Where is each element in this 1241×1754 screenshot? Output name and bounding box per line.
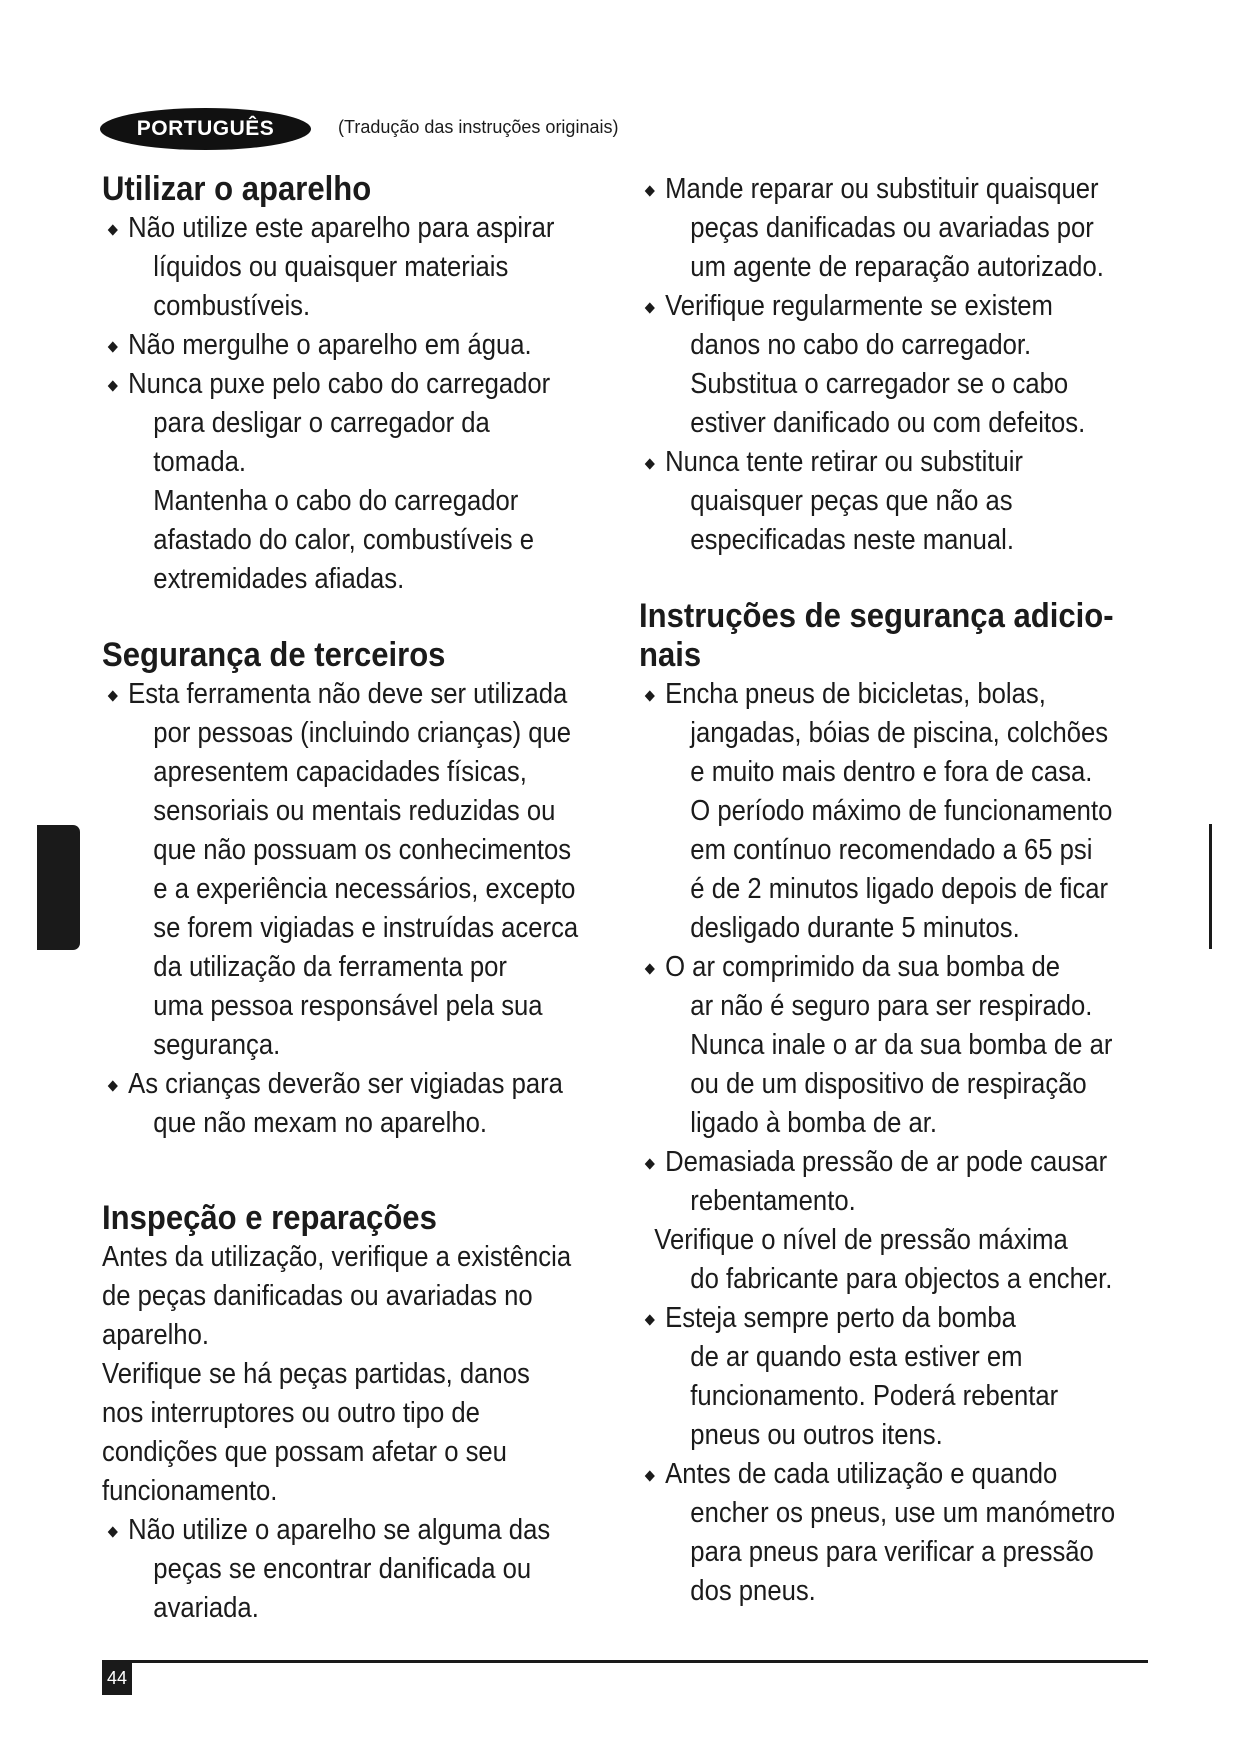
bullet-item: Demasiada pressão de ar pode causar rebentamento. <box>639 1143 1125 1221</box>
bullet-diamond-icon <box>645 963 655 974</box>
bullet-diamond-icon <box>645 1314 655 1325</box>
left-column <box>102 170 588 1628</box>
page-number: 44 <box>102 1662 132 1695</box>
right-margin-bar <box>1209 824 1212 949</box>
heading-inspecao-reparacoes: Inspeção e reparações <box>102 1199 437 1237</box>
bullet-item: Não utilize o aparelho se alguma das peças se encontrar danificada ou avariada. <box>102 1511 588 1628</box>
bullet-diamond-icon <box>645 302 655 313</box>
bullet-diamond-icon <box>108 341 118 352</box>
bullet-item: Nunca tente retirar ou substituir quaisquer peças que não as especificadas neste manual. <box>639 443 1125 560</box>
bullet-item: Esteja sempre perto da bomba de ar quando esta estiver em funcionamento. Poderá rebentar pneus ou outros itens. <box>639 1299 1125 1455</box>
bullet-item: As crianças deverão ser vigiadas para que não mexam no aparelho. <box>102 1065 588 1143</box>
language-badge: PORTUGUÊS <box>100 108 311 150</box>
bullet-diamond-icon <box>645 690 655 701</box>
paragraph: Verifique o nível de pressão máxima do fabricante para objectos a encher. <box>654 1224 1113 1295</box>
right-column <box>639 170 1125 1611</box>
heading-seguranca-terceiros: Segurança de terceiros <box>102 636 446 674</box>
bullet-item: Encha pneus de bicicletas, bolas, jangadas, bóias de piscina, colchões e muito mais dentro e fora de casa. O período máximo de funcionamento em contínuo recomendado a 65 psi é de 2 minutos ligado depois de ficar desligado durante 5 minutos. <box>639 675 1125 948</box>
bullet-diamond-icon <box>645 458 655 469</box>
bullet-diamond-icon <box>108 690 118 701</box>
bullet-item: Antes de cada utilização e quando encher os pneus, use um manómetro para pneus para verificar a pressão dos pneus. <box>639 1455 1125 1611</box>
bullet-diamond-icon <box>108 224 118 235</box>
bullet-diamond-icon <box>108 1080 118 1091</box>
paragraph: Antes da utilização, verifique a existência de peças danificadas ou avariadas no aparelho. <box>102 1241 572 1351</box>
bullet-diamond-icon <box>108 380 118 391</box>
bullet-item: Verifique regularmente se existem danos no cabo do carregador. Substitua o carregador se o cabo estiver danificado ou com defeitos. <box>639 287 1125 443</box>
bullet-item: Nunca puxe pelo cabo do carregador para desligar o carregador da tomada. Mantenha o cabo do carregador afastado do calor, combustíveis e extremidades afiadas. <box>102 365 588 599</box>
heading-utilizar-aparelho: Utilizar o aparelho <box>102 170 372 208</box>
footer-rule <box>102 1660 1148 1663</box>
bullet-item: Não mergulhe o aparelho em água. <box>102 326 588 365</box>
section-side-tab <box>37 825 80 950</box>
bullet-diamond-icon <box>645 1158 655 1169</box>
heading-instrucoes-seguranca-adicionais: Instruções de segurança adicio- nais <box>639 597 1114 674</box>
translation-note: (Tradução das instruções originais) <box>338 117 619 137</box>
bullet-diamond-icon <box>645 1470 655 1481</box>
bullet-item: Mande reparar ou substituir quaisquer peças danificadas ou avariadas por um agente de reparação autorizado. <box>639 170 1125 287</box>
bullet-item: Não utilize este aparelho para aspirar líquidos ou quaisquer materiais combustíveis. <box>102 209 588 326</box>
bullet-diamond-icon <box>645 185 655 196</box>
bullet-item: Esta ferramenta não deve ser utilizada por pessoas (incluindo crianças) que apresentem capacidades físicas, sensoriais ou mentais reduzidas ou que não possuam os conhecimentos e a experiência necessários, excepto se forem vigiadas e instruídas acerca da utilização da ferramenta por uma pessoa responsável pela sua segurança. <box>102 675 588 1065</box>
paragraph: Verifique se há peças partidas, danos nos interruptores ou outro tipo de condições que possam afetar o seu funcionamento. <box>102 1358 530 1507</box>
bullet-item: O ar comprimido da sua bomba de ar não é seguro para ser respirado. Nunca inale o ar da sua bomba de ar ou de um dispositivo de respiração ligado à bomba de ar. <box>639 948 1125 1143</box>
bullet-diamond-icon <box>108 1526 118 1537</box>
